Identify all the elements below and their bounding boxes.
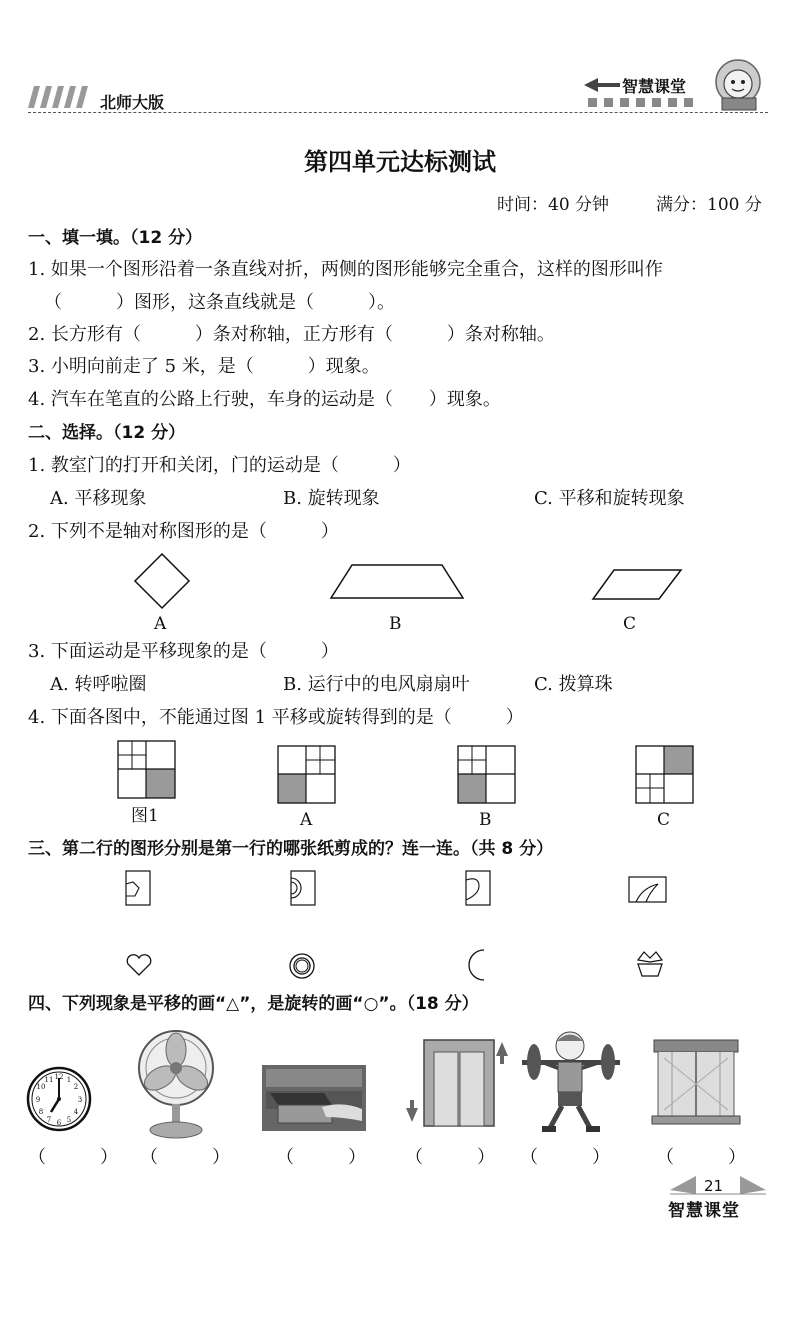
meta-time: 时间：40 分钟 (497, 195, 610, 215)
header-edition: 北师大版 (100, 93, 165, 112)
svg-text:8: 8 (38, 1108, 44, 1116)
q4-label-c: C (657, 810, 671, 830)
section2-q1: 1. 教室门的打开和关闭，门的运动是（ ） (28, 455, 411, 476)
section2-q3-option-c: C. 拨算珠 (534, 674, 613, 695)
header-brand: 智慧课堂 (622, 77, 687, 96)
section2-q3-option-a: A. 转呼啦圈 (50, 674, 147, 695)
header-stripes-graphic (28, 86, 88, 108)
svg-text:2: 2 (73, 1083, 79, 1091)
q4-label-a: A (300, 810, 313, 830)
answer-blank-drawer[interactable]: （ ） (276, 1147, 366, 1168)
section1-q2: 2. 长方形有（ ）条对称轴，正方形有（ ）条对称轴。 (28, 324, 555, 345)
section3-heading: 三、第二行的图形分别是第一行的哪张纸剪成的？连一连。（共 8 分） (28, 839, 554, 859)
answer-blank-revolving-door[interactable]: （ ） (656, 1147, 746, 1168)
svg-text:9: 9 (35, 1096, 41, 1104)
svg-text:12: 12 (54, 1073, 64, 1081)
section2-q1-option-b: B. 旋转现象 (283, 488, 380, 509)
answer-blank-weightlifter[interactable]: （ ） (520, 1147, 610, 1168)
answer-blank-clock[interactable]: （ ） (28, 1147, 118, 1168)
footer-brand: 智慧课堂 (668, 1201, 740, 1221)
section2-heading: 二、选择。（12 分） (28, 423, 186, 443)
svg-text:4: 4 (73, 1108, 79, 1116)
svg-text:6: 6 (56, 1119, 62, 1127)
answer-blank-elevator[interactable]: （ ） (405, 1147, 495, 1168)
section2-q2: 2. 下列不是轴对称图形的是（ ） (28, 521, 339, 542)
q4-label-1: 图1 (131, 806, 159, 826)
meta-score: 满分：100 分 (656, 195, 762, 215)
svg-text:5: 5 (66, 1116, 72, 1124)
svg-text:3: 3 (77, 1096, 83, 1104)
q4-label-b: B (479, 810, 492, 830)
page-title: 第四单元达标测试 (304, 147, 496, 176)
answer-blank-fan[interactable]: （ ） (140, 1147, 230, 1168)
section4-heading: 四、下列现象是平移的画“△”，是旋转的画“○”。（18 分） (28, 994, 479, 1014)
section1-q1-line1: 1. 如果一个图形沿着一条直线对折，两侧的图形能够完全重合，这样的图形叫作 (28, 259, 663, 280)
section1-q1-line2: （ ）图形，这条直线就是（ ）。 (44, 292, 395, 313)
section2-q1-option-c: C. 平移和旋转现象 (534, 488, 685, 509)
section2-q3: 3. 下面运动是平移现象的是（ ） (28, 641, 339, 662)
q2-label-b: B (389, 614, 402, 634)
section1-q3: 3. 小明向前走了 5 米，是（ ）现象。 (28, 356, 380, 377)
section1-heading: 一、填一填。（12 分） (28, 228, 203, 248)
svg-text:10: 10 (36, 1083, 46, 1091)
page-number: 21 (704, 1177, 724, 1195)
section1-q4: 4. 汽车在笔直的公路上行驶，车身的运动是（ ）现象。 (28, 389, 501, 410)
section2-q3-option-b: B. 运行中的电风扇扇叶 (283, 674, 470, 695)
svg-text:7: 7 (46, 1116, 52, 1124)
section2-q4: 4. 下面各图中，不能通过图 1 平移或旋转得到的是（ ） (28, 707, 524, 728)
q2-label-a: A (154, 614, 167, 634)
q2-label-c: C (623, 614, 637, 634)
section2-q1-option-a: A. 平移现象 (50, 488, 147, 509)
svg-text:11: 11 (44, 1076, 54, 1084)
header-divider (28, 112, 768, 113)
svg-text:1: 1 (66, 1076, 72, 1084)
